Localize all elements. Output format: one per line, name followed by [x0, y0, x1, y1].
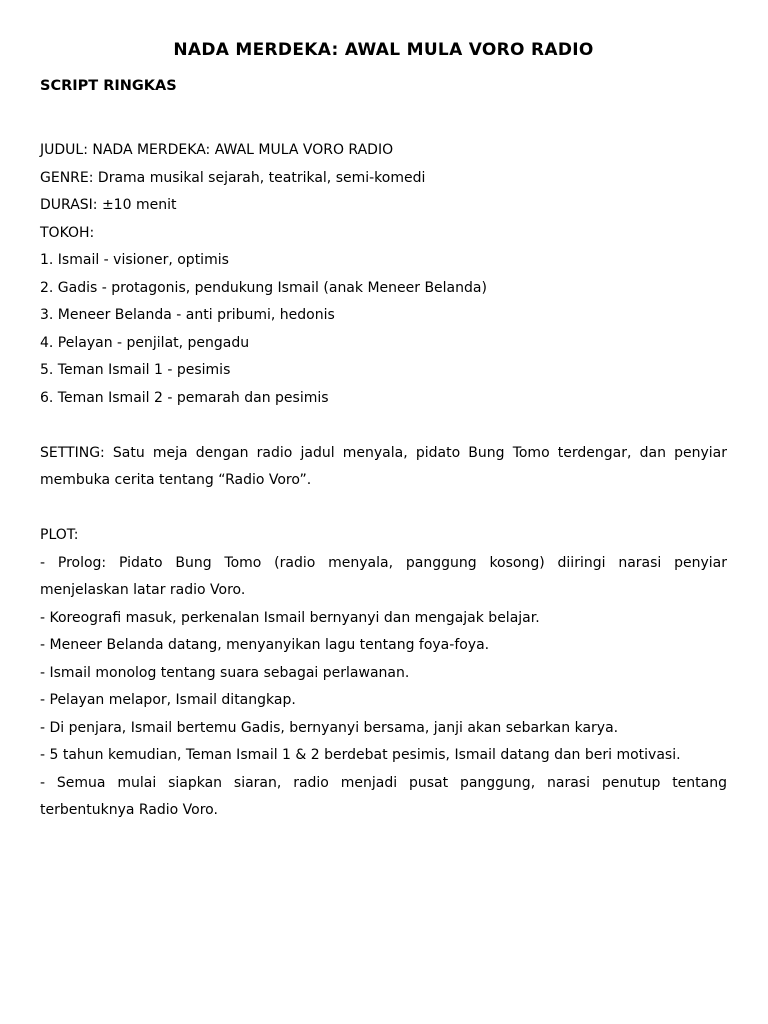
judul-line: JUDUL: NADA MERDEKA: AWAL MULA VORO RADIO — [40, 142, 394, 158]
plot-item: - Ismail monolog tentang suara sebagai perlawanan. — [40, 664, 410, 681]
tokoh-item: 4. Pelayan - penjilat, pengadu — [40, 334, 250, 351]
durasi-line: DURASI: ±10 menit — [40, 197, 177, 213]
tokoh-item: 2. Gadis - protagonis, pendukung Ismail (anak Meneer Belanda) — [40, 279, 487, 296]
plot-item: - Prolog: Pidato Bung Tomo (radio menyala, panggung kosong) diiringi narasi penyiar menjelaskan latar radio Voro. — [40, 554, 727, 598]
plot-item: - Pelayan melapor, Ismail ditangkap. — [40, 692, 296, 708]
document-subtitle: SCRIPT RINGKAS — [40, 78, 177, 94]
spacer — [40, 412, 727, 440]
plot-item: - Semua mulai siapkan siaran, radio menjadi pusat panggung, narasi penutup tentang terbentuknya Radio Voro. — [40, 774, 727, 818]
setting-paragraph: SETTING: Satu meja dengan radio jadul menyala, pidato Bung Tomo terdengar, dan penyiar membuka cerita tentang “Radio Voro”. — [40, 444, 727, 488]
genre-line: GENRE: Drama musikal sejarah, teatrikal, semi-komedi — [40, 169, 426, 186]
tokoh-label: TOKOH: — [40, 224, 95, 241]
plot-item: - Di penjara, Ismail bertemu Gadis, bernyanyi bersama, janji akan sebarkan karya. — [40, 719, 619, 736]
tokoh-item: 6. Teman Ismail 2 - pemarah dan pesimis — [40, 389, 329, 406]
spacer — [40, 495, 727, 523]
tokoh-item: 1. Ismail - visioner, optimis — [40, 252, 229, 268]
plot-item: - 5 tahun kemudian, Teman Ismail 1 & 2 berdebat pesimis, Ismail datang dan beri motivasi. — [40, 747, 681, 763]
tokoh-item: 3. Meneer Belanda - anti pribumi, hedonis — [40, 307, 335, 323]
tokoh-item: 5. Teman Ismail 1 - pesimis — [40, 362, 231, 378]
document-title: NADA MERDEKA: AWAL MULA VORO RADIO — [173, 40, 594, 60]
plot-label: PLOT: — [40, 527, 79, 543]
plot-item: - Koreografi masuk, perkenalan Ismail bernyanyi dan mengajak belajar. — [40, 609, 540, 626]
document-body — [40, 137, 727, 825]
plot-item: - Meneer Belanda datang, menyanyikan lagu tentang foya-foya. — [40, 637, 490, 653]
